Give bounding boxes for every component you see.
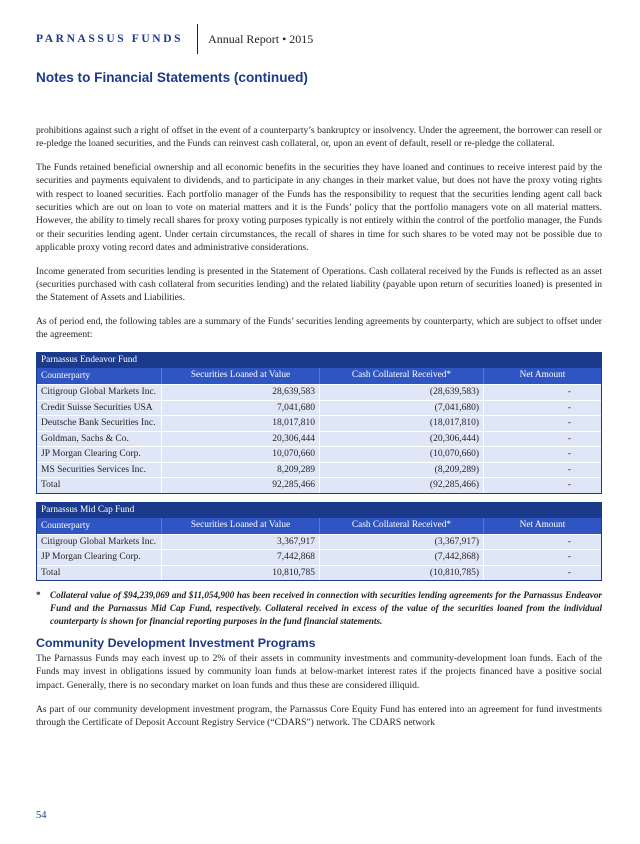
table-title: Parnassus Endeavor Fund bbox=[37, 353, 601, 368]
table-row bbox=[37, 462, 601, 478]
footnote-marker: * bbox=[36, 590, 41, 601]
body-paragraph: Income generated from securities lending is presented in the Statement of Operations. Cash collateral received by the Funds is reflected as an asset (securities purchased with cash collateral from securities lending) and the related liability (payable upon return of securities loaned) is presented in the Statement of Assets and Liabilities. bbox=[36, 265, 602, 304]
mid-cap-fund-table bbox=[36, 502, 602, 582]
body-paragraph: The Parnassus Funds may each invest up to 2% of their assets in community investments and community-development loan funds. Each of the Funds may invest in obligations issued by community loan funds at below-market interest rates if the projects financed have a positive social impact. Generally, there is no secondary market on loan funds and thus these are considered illiquid. bbox=[36, 653, 602, 691]
body-paragraph: As of period end, the following tables are a summary of the Funds’ securities lending agreements by counterparty, which are subject to offset under the agreement: bbox=[36, 316, 602, 341]
table-cell: - bbox=[483, 463, 601, 478]
endeavor-fund-table bbox=[36, 352, 602, 494]
main-content bbox=[36, 124, 602, 740]
table-total-row bbox=[37, 477, 601, 493]
table-cell: Total bbox=[41, 480, 61, 491]
table-row bbox=[37, 446, 601, 462]
table-header-row bbox=[37, 518, 601, 534]
table-cell: (10,070,660) bbox=[319, 447, 483, 462]
page-header bbox=[36, 26, 313, 52]
table-cell: Credit Suisse Securities USA bbox=[41, 402, 153, 413]
column-header: Net Amount bbox=[483, 368, 601, 384]
column-header: Counterparty bbox=[41, 371, 91, 382]
column-header: Securities Loaned at Value bbox=[161, 368, 319, 384]
page-number: 54 bbox=[36, 810, 47, 821]
table-cell: - bbox=[483, 432, 601, 447]
column-header: Cash Collateral Received* bbox=[319, 368, 483, 384]
table-cell: - bbox=[483, 447, 601, 462]
table-cell: Citigroup Global Markets Inc. bbox=[41, 387, 157, 398]
table-header-row bbox=[37, 368, 601, 384]
table-cell: (7,442,868) bbox=[319, 550, 483, 565]
table-cell: 3,367,917 bbox=[161, 535, 319, 550]
table-cell: 28,639,583 bbox=[161, 385, 319, 400]
table-cell: (92,285,466) bbox=[319, 478, 483, 493]
table-cell: JP Morgan Clearing Corp. bbox=[41, 449, 141, 460]
table-row bbox=[37, 431, 601, 447]
table-cell: - bbox=[483, 550, 601, 565]
body-paragraph: As part of our community development investment program, the Parnassus Core Equity Fund has entered into an agreement for fund investments through the Certificate of Deposit Account Registry Service (“CDARS”) network. The CDARS network bbox=[36, 703, 602, 728]
table-cell: (20,306,444) bbox=[319, 432, 483, 447]
table-cell: 7,041,680 bbox=[161, 401, 319, 416]
table-cell: (10,810,785) bbox=[319, 566, 483, 581]
table-cell: Goldman, Sachs & Co. bbox=[41, 433, 129, 444]
table-cell: (18,017,810) bbox=[319, 416, 483, 431]
table-cell: 10,810,785 bbox=[161, 566, 319, 581]
table-row bbox=[37, 384, 601, 400]
table-cell: Total bbox=[41, 567, 61, 578]
column-header: Securities Loaned at Value bbox=[161, 518, 319, 534]
table-cell: MS Securities Services Inc. bbox=[41, 464, 147, 475]
header-divider bbox=[197, 24, 198, 54]
brand-name: PARNASSUS FUNDS bbox=[36, 33, 184, 45]
column-header: Counterparty bbox=[41, 520, 91, 531]
table-cell: JP Morgan Clearing Corp. bbox=[41, 552, 141, 563]
table-cell: Citigroup Global Markets Inc. bbox=[41, 536, 157, 547]
table-row bbox=[37, 415, 601, 431]
column-header: Net Amount bbox=[483, 518, 601, 534]
table-cell: - bbox=[483, 401, 601, 416]
table-row bbox=[37, 534, 601, 550]
table-cell: - bbox=[483, 535, 601, 550]
table-row bbox=[37, 400, 601, 416]
section-heading: Community Development Investment Programs bbox=[36, 636, 316, 651]
table-cell: 10,070,660 bbox=[161, 447, 319, 462]
table-cell: 7,442,868 bbox=[161, 550, 319, 565]
table-title: Parnassus Mid Cap Fund bbox=[37, 503, 601, 518]
table-cell: - bbox=[483, 478, 601, 493]
table-cell: (8,209,289) bbox=[319, 463, 483, 478]
report-title: Annual Report • 2015 bbox=[208, 31, 314, 46]
table-cell: 20,306,444 bbox=[161, 432, 319, 447]
table-cell: (7,041,680) bbox=[319, 401, 483, 416]
column-header: Cash Collateral Received* bbox=[319, 518, 483, 534]
table-cell: (3,367,917) bbox=[319, 535, 483, 550]
table-footnote bbox=[36, 589, 602, 628]
table-row bbox=[37, 549, 601, 565]
table-cell: - bbox=[483, 566, 601, 581]
footnote-text: Collateral value of $94,239,069 and $11,054,900 has been received in connection with securities lending agreements for the Parnassus Endeavor Fund and the Parnassus Mid Cap Fund, respectively. Collateral received in excess of the value of the securities loaned from the individual counterparty is shown for financial reporting purposes in the fund financial statements. bbox=[50, 590, 602, 627]
page-title: Notes to Financial Statements (continued) bbox=[36, 70, 308, 85]
table-cell: Deutsche Bank Securities Inc. bbox=[41, 418, 156, 429]
table-cell: - bbox=[483, 385, 601, 400]
table-cell: 8,209,289 bbox=[161, 463, 319, 478]
table-cell: (28,639,583) bbox=[319, 385, 483, 400]
table-cell: - bbox=[483, 416, 601, 431]
table-cell: 92,285,466 bbox=[161, 478, 319, 493]
body-paragraph: prohibitions against such a right of offset in the event of a counterparty’s bankruptcy or insolvency. Under the agreement, the borrower can resell or re-pledge the loaned securities, and the Funds can reinvest cash collateral, or, upon an event of default, resell or re-pledge the collateral. bbox=[36, 125, 602, 150]
table-cell: 18,017,810 bbox=[161, 416, 319, 431]
table-total-row bbox=[37, 565, 601, 581]
body-paragraph: The Funds retained beneficial ownership and all economic benefits in the securities they have loaned and continues to receive interest paid by the securities and payments equivalent to dividends, and to participate in any changes in their market value, but does not have the proxy voting rights with respect to loaned securities. Each portfolio manager of the Funds has the responsibility to request that the securities lending agent call back securities which are out on loan to vote on material matters and it is the Funds’ policy that the portfolio managers vote on all material matters. However, the ability to timely recall shares for proxy voting purposes typically is not entirely within the control of the portfolio manager, the Funds or their securities lending agent. Under certain circumstances, the recall of shares in time for such shares to be voted may not be possible due to applicable proxy voting record dates and administrative considerations. bbox=[36, 162, 602, 253]
